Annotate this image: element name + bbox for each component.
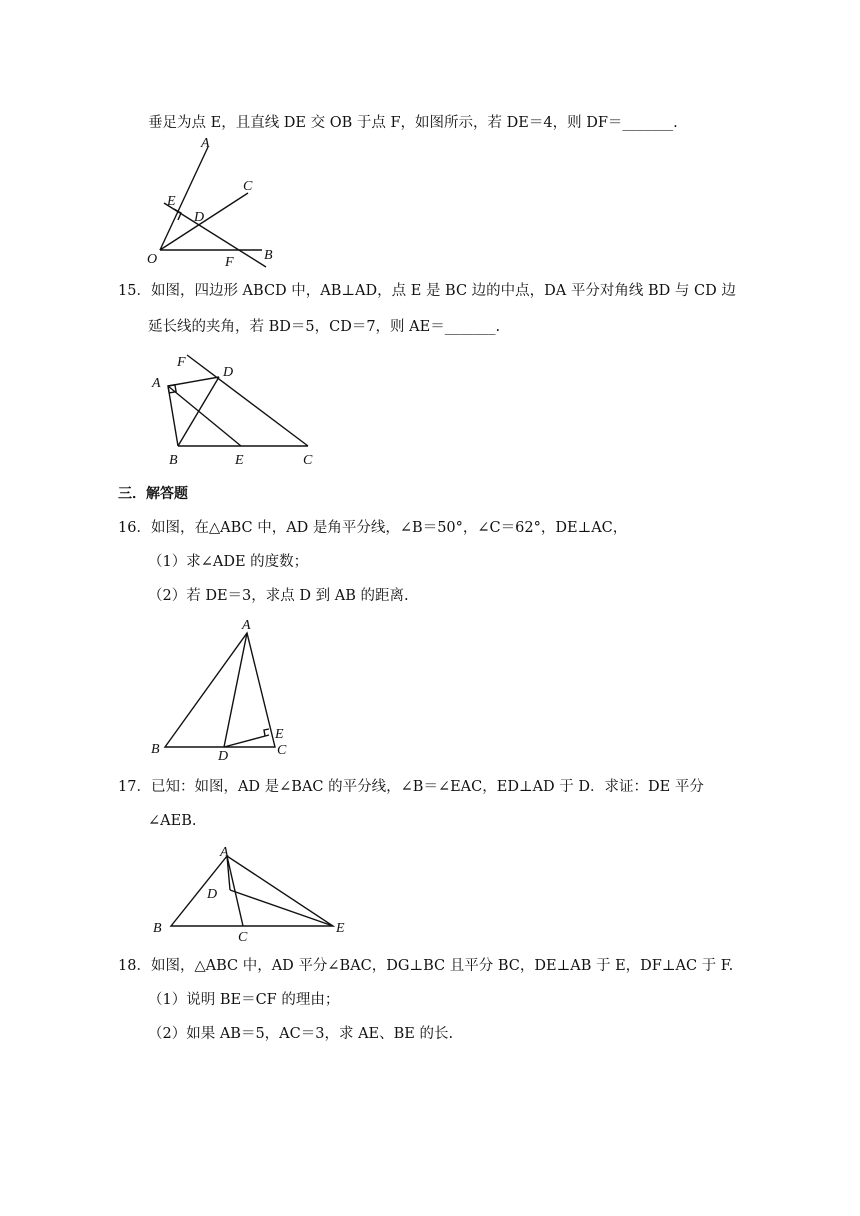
label-B: B (264, 248, 273, 263)
q16-text-line1: 16．如图，在△ABC 中，AD 是角平分线，∠B＝50°，∠C＝62°，DE⊥AC， (118, 520, 628, 536)
q17-text-line2: ∠AEB. (148, 813, 197, 829)
label-B: B (169, 453, 178, 468)
label-A: A (201, 136, 210, 151)
triangle-ABC (165, 633, 275, 747)
q16-figure (145, 615, 305, 765)
q18-text-line1: 18．如图，△ABC 中，AD 平分∠BAC，DG⊥BC 且平分 BC，DE⊥AB 于 E，DF⊥AC 于 F. (118, 958, 734, 974)
label-C: C (277, 743, 287, 758)
q18-text-line3: （2）如果 AB＝5，AC＝3，求 AE、BE 的长. (148, 1026, 454, 1042)
label-D: D (194, 210, 205, 225)
label-D: D (207, 887, 218, 902)
label-O: O (147, 252, 158, 267)
q16-text-line3: （2）若 DE＝3，求点 D 到 AB 的距离. (148, 588, 409, 604)
q15-text-line1: 15．如图，四边形 ABCD 中，AB⊥AD，点 E 是 BC 边的中点，DA 平分对角线 BD 与 CD 边 (118, 283, 736, 299)
seg-AE (168, 386, 241, 446)
label-A: A (152, 376, 161, 391)
label-E: E (235, 453, 244, 468)
label-C: C (238, 930, 248, 945)
label-B: B (151, 742, 160, 757)
q18-text-line2: （1）说明 BE＝CF 的理由； (148, 992, 340, 1008)
label-C: C (243, 179, 253, 194)
seg-AB (168, 386, 178, 446)
seg-DE (224, 735, 269, 747)
label-E: E (275, 727, 284, 742)
q14-figure (140, 135, 290, 270)
seg-AD (168, 377, 219, 386)
label-E: E (336, 921, 345, 936)
q17-figure (145, 840, 355, 945)
label-C: C (303, 453, 313, 468)
label-B: B (153, 921, 162, 936)
label-A: A (220, 845, 229, 860)
q15-figure (145, 350, 325, 468)
q14-text-line1: 垂足为点 E，且直线 DE 交 OB 于点 F，如图所示，若 DE＝4，则 DF＝_______. (148, 115, 678, 131)
seg-DE (230, 890, 333, 926)
triangle-ABE (171, 856, 333, 926)
label-D: D (218, 749, 229, 764)
label-D: D (223, 365, 234, 380)
seg-AC (227, 856, 243, 926)
label-A: A (242, 618, 251, 633)
label-E: E (167, 194, 176, 209)
section-heading: 三．解答题 (118, 486, 188, 502)
label-F: F (225, 255, 234, 270)
q16-text-line2: （1）求∠ADE 的度数； (148, 554, 309, 570)
q17-text-line1: 17．已知：如图，AD 是∠BAC 的平分线，∠B＝∠EAC，ED⊥AD 于 D．求证：DE 平分 (118, 779, 704, 795)
q15-text-line2: 延长线的夹角，若 BD＝5，CD＝7，则 AE＝_______. (148, 319, 501, 335)
label-F: F (177, 355, 186, 370)
